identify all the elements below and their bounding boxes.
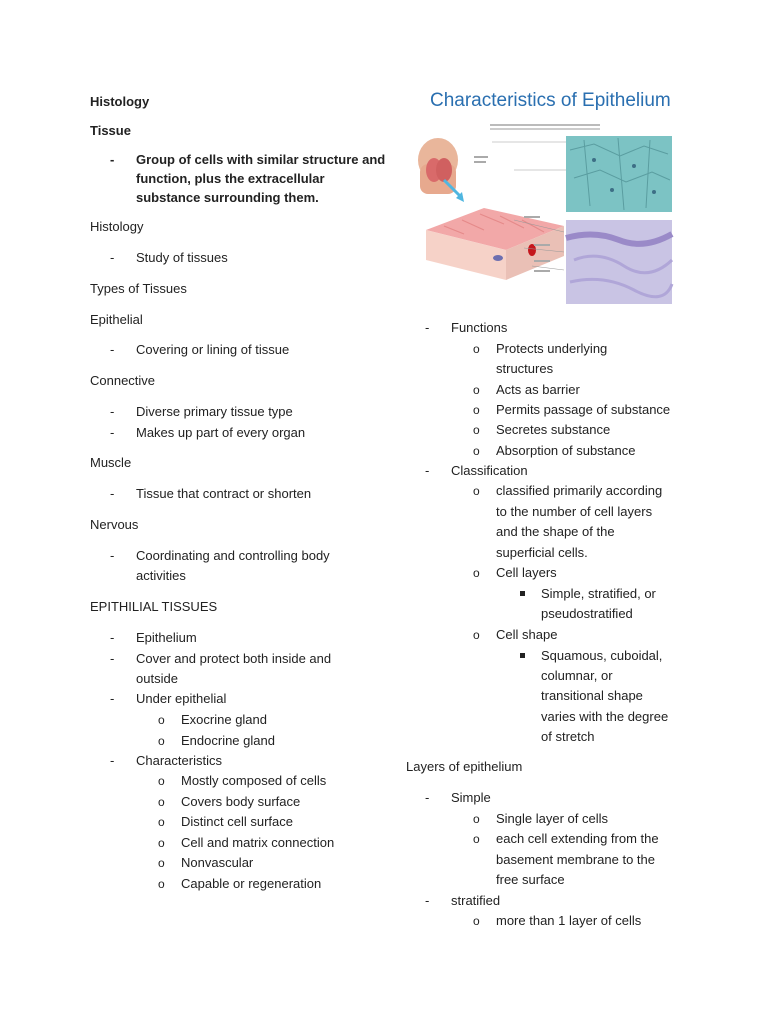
cell-shape-detail-line-4: varies with the degree [541, 709, 669, 724]
endocrine-gland-item: o Endocrine gland [181, 732, 275, 750]
classification-item: - Classification [451, 462, 528, 480]
function-3: o Permits passage of substance [496, 401, 670, 419]
heading-histology: Histology [90, 94, 150, 109]
exocrine-gland-item: o Exocrine gland [181, 711, 267, 729]
simple-detail-1: o Single layer of cells [496, 810, 608, 828]
characteristic-2: o Covers body surface [181, 793, 300, 811]
cell-layers-detail-line-2: pseudostratified [541, 606, 633, 621]
epithelial-definition: - Covering or lining of tissue [136, 341, 289, 359]
cell-shape-detail-line-2: columnar, or [541, 668, 613, 683]
heading-muscle: Muscle [90, 455, 132, 470]
cell-shape-item: o Cell shape [496, 626, 557, 644]
epithelium-figure [414, 120, 676, 312]
cell-shape-detail-line-1: Squamous, cuboidal, [541, 648, 663, 663]
heading-connective: Connective [90, 373, 156, 388]
heading-layers-of-epithelium: Layers of epithelium [406, 759, 523, 774]
function-4: o Secretes substance [496, 421, 610, 439]
cell-layers-item: o Cell layers [496, 564, 557, 582]
classification-1-line-1: o classified primarily according [496, 482, 662, 500]
figure-title: Characteristics of Epithelium [430, 90, 671, 111]
classification-1-line-4: superficial cells. [496, 545, 588, 560]
heading-types-of-tissues: Types of Tissues [90, 281, 187, 296]
nervous-definition-2: activities [136, 568, 186, 583]
muscle-definition: - Tissue that contract or shorten [136, 485, 311, 503]
heading-histology-2: Histology [90, 219, 144, 234]
tissue-definition-line-2: function, plus the extracellular [136, 171, 325, 186]
characteristic-6: o Capable or regeneration [181, 875, 321, 893]
heading-tissue: Tissue [90, 123, 131, 138]
heading-epithilial-tissues: EPITHILIAL TISSUES [90, 599, 218, 614]
characteristic-1: o Mostly composed of cells [181, 772, 326, 790]
connective-definition-2: - Makes up part of every organ [136, 424, 305, 442]
characteristic-3: o Distinct cell surface [181, 813, 293, 831]
function-5: o Absorption of substance [496, 442, 635, 460]
epithelium-item: - Epithelium [136, 629, 197, 647]
characteristic-4: o Cell and matrix connection [181, 834, 334, 852]
stratified-item: - stratified [451, 892, 500, 910]
cell-shape-detail-line-3: transitional shape [541, 688, 643, 703]
stratified-detail-1: o more than 1 layer of cells [496, 912, 641, 930]
cover-item-line-2: outside [136, 671, 178, 686]
function-1-line-2: structures [496, 361, 554, 376]
classification-1-line-3: and the shape of the [496, 524, 615, 539]
heading-epithelial: Epithelial [90, 312, 143, 327]
simple-detail-2-line-3: free surface [496, 872, 565, 887]
simple-item: - Simple [451, 789, 491, 807]
functions-item: - Functions [451, 319, 507, 337]
cell-shape-detail-line-5: of stretch [541, 729, 595, 744]
under-epithelial-item: - Under epithelial [136, 690, 226, 708]
cover-item-line-1: - Cover and protect both inside and [136, 650, 331, 668]
epithelium-illustration [414, 120, 676, 312]
histology-definition: - Study of tissues [136, 249, 228, 267]
connective-definition-1: - Diverse primary tissue type [136, 403, 293, 421]
tissue-definition-line-1: - Group of cells with similar structure and [136, 151, 385, 169]
classification-1-line-2: to the number of cell layers [496, 504, 653, 519]
nervous-definition-1: - Coordinating and controlling body [136, 547, 330, 565]
cell-layers-detail-line-1: Simple, stratified, or [541, 586, 656, 601]
function-2: o Acts as barrier [496, 381, 580, 399]
simple-detail-2-line-1: o each cell extending from the [496, 830, 659, 848]
heading-nervous: Nervous [90, 517, 139, 532]
simple-detail-2-line-2: basement membrane to the [496, 852, 655, 867]
tissue-definition-line-3: substance surrounding them. [136, 190, 319, 205]
characteristics-item: - Characteristics [136, 752, 222, 770]
function-1-line-1: o Protects underlying [496, 340, 607, 358]
characteristic-5: o Nonvascular [181, 854, 253, 872]
